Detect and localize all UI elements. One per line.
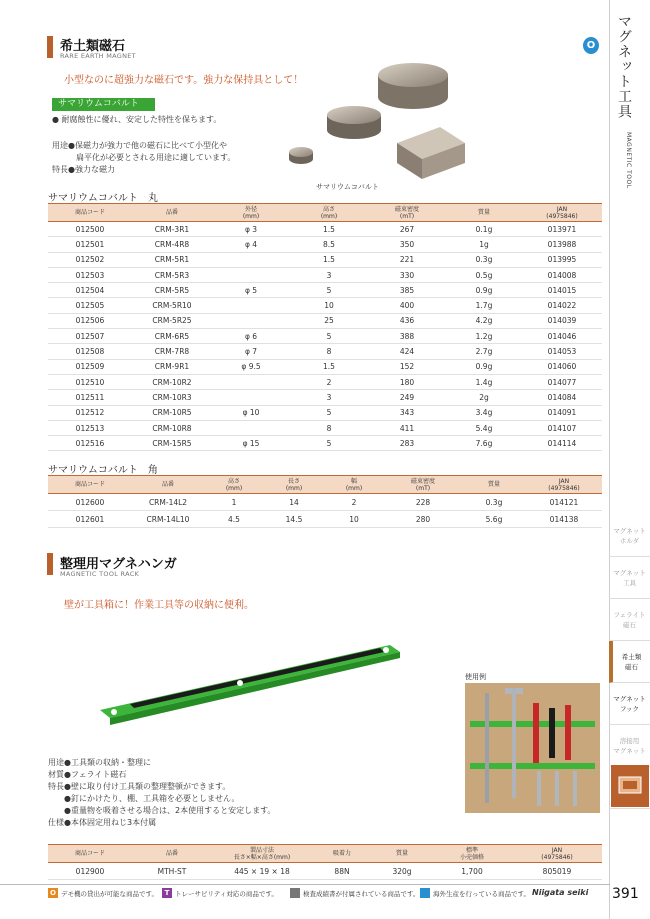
table-cell: CRM-14L2 bbox=[132, 494, 204, 511]
column-header: 商品コード bbox=[48, 845, 132, 863]
table-cell: 88N bbox=[312, 863, 372, 880]
round-magnet-table bbox=[48, 203, 602, 451]
table-cell: 1.5 bbox=[290, 252, 368, 267]
table-cell: 343 bbox=[368, 405, 446, 420]
table-cell: 012501 bbox=[48, 237, 132, 252]
table-cell: 283 bbox=[368, 436, 446, 451]
demo-badge: O bbox=[583, 37, 599, 54]
rack-description-line: 仕様●本体固定用ねじ3本付属 bbox=[48, 818, 157, 827]
table-cell: 0.3g bbox=[446, 252, 522, 267]
table-cell: 0.1g bbox=[446, 222, 522, 237]
usage-text-2: 扁平化が必要とされる用途に適しています。 bbox=[76, 153, 236, 162]
table-row bbox=[48, 420, 602, 435]
table-cell: 014046 bbox=[522, 329, 602, 344]
footer-divider bbox=[0, 884, 610, 885]
feature-bullet: ● 耐腐蝕性に優れ、安定した特性を保ちます。 bbox=[52, 115, 222, 124]
side-index-item: 希土類 磁石 bbox=[609, 641, 650, 683]
table-cell: 012504 bbox=[48, 283, 132, 298]
table-cell: 3 bbox=[290, 267, 368, 282]
table-cell: 180 bbox=[368, 374, 446, 389]
table-cell: 012506 bbox=[48, 313, 132, 328]
table-cell bbox=[212, 420, 290, 435]
table-cell: 2 bbox=[324, 494, 384, 511]
table-cell: 249 bbox=[368, 390, 446, 405]
table-cell: 1g bbox=[446, 237, 522, 252]
table-cell: CRM-7R8 bbox=[132, 344, 212, 359]
brand-logo: Niigata seiki bbox=[532, 888, 589, 897]
column-header: 品番 bbox=[132, 476, 204, 494]
table-cell bbox=[212, 390, 290, 405]
column-header: 質量 bbox=[462, 476, 526, 494]
product-tag: サマリウムコバルト bbox=[52, 98, 155, 111]
column-header: 製品寸法 長さ×幅×高さ(mm) bbox=[212, 845, 312, 863]
side-index-item: マグネット フック bbox=[609, 683, 650, 725]
table-cell: CRM-5R25 bbox=[132, 313, 212, 328]
side-index-item: 溶接用 マグネット bbox=[609, 725, 650, 767]
column-header: 標準 小売価格 bbox=[432, 845, 512, 863]
column-header: JAN (4975846) bbox=[526, 476, 602, 494]
table-cell: 5 bbox=[290, 283, 368, 298]
table-cell: 221 bbox=[368, 252, 446, 267]
table-row bbox=[48, 283, 602, 298]
table-cell: 4.2g bbox=[446, 313, 522, 328]
table-cell: 411 bbox=[368, 420, 446, 435]
usage-example-photo bbox=[465, 683, 600, 813]
table-cell: 012507 bbox=[48, 329, 132, 344]
rack-description-line: ●釘にかけたり、棚、工具箱を必要としません。 bbox=[48, 794, 240, 803]
table-cell: 0.9g bbox=[446, 359, 522, 374]
table-cell: 5 bbox=[290, 405, 368, 420]
table-cell: 012508 bbox=[48, 344, 132, 359]
table-cell bbox=[212, 313, 290, 328]
table-row bbox=[48, 863, 602, 880]
footer-note-text: トレーサビリティ対応の商品です。 bbox=[175, 889, 278, 898]
table-cell: 014039 bbox=[522, 313, 602, 328]
footer-note-text: 検査成績書が付属されている商品です。 bbox=[303, 889, 420, 898]
table-cell: 013995 bbox=[522, 252, 602, 267]
table-cell: 445 × 19 × 18 bbox=[212, 863, 312, 880]
column-header: 吸着力 bbox=[312, 845, 372, 863]
table-cell: 1 bbox=[204, 494, 264, 511]
side-subtitle: MAGNETIC TOOL bbox=[625, 132, 632, 189]
table-cell: 014015 bbox=[522, 283, 602, 298]
table-row bbox=[48, 359, 602, 374]
table-cell: CRM-3R1 bbox=[132, 222, 212, 237]
table-cell: 400 bbox=[368, 298, 446, 313]
table-cell: CRM-9R1 bbox=[132, 359, 212, 374]
table-cell: 3 bbox=[290, 390, 368, 405]
legend-icon bbox=[290, 888, 300, 898]
section-marker bbox=[47, 36, 53, 58]
column-header: 質量 bbox=[372, 845, 432, 863]
table-row bbox=[48, 237, 602, 252]
table-cell: 320g bbox=[372, 863, 432, 880]
footer-note-text: 海外生産を行っている商品です。 bbox=[433, 889, 530, 898]
table-cell: 25 bbox=[290, 313, 368, 328]
table-cell: 152 bbox=[368, 359, 446, 374]
table-cell: CRM-10R8 bbox=[132, 420, 212, 435]
table-cell: 8 bbox=[290, 344, 368, 359]
table-cell: 0.9g bbox=[446, 283, 522, 298]
table-cell: 014107 bbox=[522, 420, 602, 435]
table-cell: 436 bbox=[368, 313, 446, 328]
table-cell: 14.5 bbox=[264, 511, 324, 528]
table-cell: φ 9.5 bbox=[212, 359, 290, 374]
table-cell: CRM-5R5 bbox=[132, 283, 212, 298]
table-cell bbox=[212, 252, 290, 267]
legend-icon bbox=[420, 888, 430, 898]
section-marker bbox=[47, 553, 53, 575]
table-cell: 012513 bbox=[48, 420, 132, 435]
table-cell: 012500 bbox=[48, 222, 132, 237]
table-row bbox=[48, 267, 602, 282]
table-cell: CRM-10R2 bbox=[132, 374, 212, 389]
table-cell: 013971 bbox=[522, 222, 602, 237]
section2-subtitle: MAGNETIC TOOL RACK bbox=[60, 570, 140, 578]
footer-note-text: デモ機の貸出が可能な商品です。 bbox=[61, 889, 158, 898]
photo-caption: サマリウムコバルト bbox=[316, 183, 379, 191]
table-cell: 2 bbox=[290, 374, 368, 389]
table-cell: 1.5 bbox=[290, 222, 368, 237]
table-cell: 0.5g bbox=[446, 267, 522, 282]
table-cell: 012510 bbox=[48, 374, 132, 389]
section2-catchphrase: 壁が工具箱に！作業工具等の収納に便利。 bbox=[64, 600, 254, 611]
table-cell: CRM-5R1 bbox=[132, 252, 212, 267]
table-cell: 012900 bbox=[48, 863, 132, 880]
table-cell: CRM-10R5 bbox=[132, 405, 212, 420]
table-row bbox=[48, 511, 602, 528]
legend-icon: O bbox=[48, 888, 58, 898]
table-cell: 012601 bbox=[48, 511, 132, 528]
table-cell: 1.7g bbox=[446, 298, 522, 313]
table-cell: 8 bbox=[290, 420, 368, 435]
section1-title: 希土類磁石 bbox=[60, 39, 126, 54]
table-cell bbox=[212, 267, 290, 282]
table-cell: 014022 bbox=[522, 298, 602, 313]
table-cell: 012503 bbox=[48, 267, 132, 282]
table-cell: 280 bbox=[384, 511, 462, 528]
table-cell: 3.4g bbox=[446, 405, 522, 420]
table-cell: 1.4g bbox=[446, 374, 522, 389]
table-cell: 10 bbox=[324, 511, 384, 528]
table-cell: 014121 bbox=[526, 494, 602, 511]
table-cell: 5.4g bbox=[446, 420, 522, 435]
table-row bbox=[48, 298, 602, 313]
section2-title: 整理用マグネハンガ bbox=[60, 557, 177, 572]
table-cell: φ 4 bbox=[212, 237, 290, 252]
table-cell bbox=[212, 374, 290, 389]
column-header: 商品コード bbox=[48, 476, 132, 494]
table-cell: 014077 bbox=[522, 374, 602, 389]
legend-icon: T bbox=[162, 888, 172, 898]
side-title: マグネット工具 bbox=[616, 14, 632, 119]
table-row bbox=[48, 222, 602, 237]
table-row bbox=[48, 374, 602, 389]
table-cell: 10 bbox=[290, 298, 368, 313]
table-cell: 5 bbox=[290, 329, 368, 344]
rack-description-line: ●重量物を吸着させる場合は、2本使用すると安定します。 bbox=[48, 806, 276, 815]
table-cell: 330 bbox=[368, 267, 446, 282]
table-cell: 267 bbox=[368, 222, 446, 237]
footer-note bbox=[420, 888, 530, 898]
column-header: JAN (4975846) bbox=[512, 845, 602, 863]
table-cell: 1.2g bbox=[446, 329, 522, 344]
column-header: JAN (4975846) bbox=[522, 204, 602, 222]
table-cell: φ 7 bbox=[212, 344, 290, 359]
table-cell: CRM-4R8 bbox=[132, 237, 212, 252]
table-cell: 805019 bbox=[512, 863, 602, 880]
table-cell: 014091 bbox=[522, 405, 602, 420]
table-cell: 7.6g bbox=[446, 436, 522, 451]
magnet-category-icon bbox=[611, 765, 649, 807]
table-cell: 350 bbox=[368, 237, 446, 252]
column-header: 品番 bbox=[132, 845, 212, 863]
square-table-title: サマリウムコバルト 角 bbox=[48, 465, 158, 476]
table-cell: 2g bbox=[446, 390, 522, 405]
table-cell: φ 5 bbox=[212, 283, 290, 298]
rack-description-line: 用途●工具類の収納・整理に bbox=[48, 758, 151, 767]
round-table-title: サマリウムコバルト 丸 bbox=[48, 193, 158, 204]
footer-note bbox=[290, 888, 419, 898]
side-index-item: マグネット 工具 bbox=[609, 557, 650, 599]
magnet-rack-photo bbox=[90, 640, 410, 730]
table-cell: 424 bbox=[368, 344, 446, 359]
table-row bbox=[48, 344, 602, 359]
rack-table bbox=[48, 844, 602, 880]
table-cell: CRM-5R3 bbox=[132, 267, 212, 282]
table-cell: 014138 bbox=[526, 511, 602, 528]
table-row bbox=[48, 405, 602, 420]
table-row bbox=[48, 436, 602, 451]
table-cell: 2.7g bbox=[446, 344, 522, 359]
rack-description-line: 特長●壁に取り付け工具類の整理整頓ができます。 bbox=[48, 782, 231, 791]
table-cell: 012509 bbox=[48, 359, 132, 374]
table-cell: 012511 bbox=[48, 390, 132, 405]
table-cell: 014084 bbox=[522, 390, 602, 405]
table-cell: CRM-15R5 bbox=[132, 436, 212, 451]
table-cell: φ 10 bbox=[212, 405, 290, 420]
table-cell: 014060 bbox=[522, 359, 602, 374]
table-cell: CRM-10R3 bbox=[132, 390, 212, 405]
table-cell: 385 bbox=[368, 283, 446, 298]
column-header: 商品コード bbox=[48, 204, 132, 222]
column-header: 品番 bbox=[132, 204, 212, 222]
section1-subtitle: RARE EARTH MAGNET bbox=[60, 52, 136, 60]
column-header: 外径 (mm) bbox=[212, 204, 290, 222]
table-cell bbox=[212, 298, 290, 313]
column-header: 磁束密度 (mT) bbox=[384, 476, 462, 494]
table-cell: 228 bbox=[384, 494, 462, 511]
table-cell: 012600 bbox=[48, 494, 132, 511]
table-cell: 5.6g bbox=[462, 511, 526, 528]
table-cell: 012516 bbox=[48, 436, 132, 451]
table-row bbox=[48, 313, 602, 328]
table-row bbox=[48, 252, 602, 267]
column-header: 高さ (mm) bbox=[204, 476, 264, 494]
table-cell: 14 bbox=[264, 494, 324, 511]
magnet-photo bbox=[285, 55, 475, 185]
table-cell: 012512 bbox=[48, 405, 132, 420]
table-cell: 5 bbox=[290, 436, 368, 451]
footer-note bbox=[48, 888, 158, 898]
side-index-item: マグネット ホルダ bbox=[609, 515, 650, 557]
table-cell: MTH-ST bbox=[132, 863, 212, 880]
table-cell: φ 15 bbox=[212, 436, 290, 451]
usage-text-1: 用途●保磁力が強力で他の磁石に比べて小型化や bbox=[52, 141, 227, 150]
table-cell: 013988 bbox=[522, 237, 602, 252]
column-header: 磁束密度 (mT) bbox=[368, 204, 446, 222]
side-index-item: フェライト 磁石 bbox=[609, 599, 650, 641]
section1-catchphrase: 小型なのに超強力な磁石です。強力な保持具として！ bbox=[64, 75, 304, 86]
feature-text: 特長●強力な磁力 bbox=[52, 165, 115, 174]
table-cell: φ 3 bbox=[212, 222, 290, 237]
footer-note bbox=[162, 888, 278, 898]
column-header: 幅 (mm) bbox=[324, 476, 384, 494]
example-label: 使用例 bbox=[465, 673, 486, 681]
table-cell: 1.5 bbox=[290, 359, 368, 374]
rack-description-line: 材質●フェライト磁石 bbox=[48, 770, 127, 779]
table-cell: 012505 bbox=[48, 298, 132, 313]
table-cell: 012502 bbox=[48, 252, 132, 267]
table-cell: 014008 bbox=[522, 267, 602, 282]
column-header: 質量 bbox=[446, 204, 522, 222]
table-row bbox=[48, 390, 602, 405]
table-cell: 014114 bbox=[522, 436, 602, 451]
table-cell: CRM-6R5 bbox=[132, 329, 212, 344]
column-header: 長さ (mm) bbox=[264, 476, 324, 494]
table-row bbox=[48, 329, 602, 344]
table-cell: CRM-14L10 bbox=[132, 511, 204, 528]
page-number: 391 bbox=[612, 886, 639, 902]
table-cell: 0.3g bbox=[462, 494, 526, 511]
table-cell: φ 6 bbox=[212, 329, 290, 344]
table-cell: 014053 bbox=[522, 344, 602, 359]
table-cell: 8.5 bbox=[290, 237, 368, 252]
column-header: 高さ (mm) bbox=[290, 204, 368, 222]
table-cell: 1,700 bbox=[432, 863, 512, 880]
table-row bbox=[48, 494, 602, 511]
table-cell: 4.5 bbox=[204, 511, 264, 528]
table-cell: 388 bbox=[368, 329, 446, 344]
square-magnet-table bbox=[48, 475, 602, 528]
table-cell: CRM-5R10 bbox=[132, 298, 212, 313]
